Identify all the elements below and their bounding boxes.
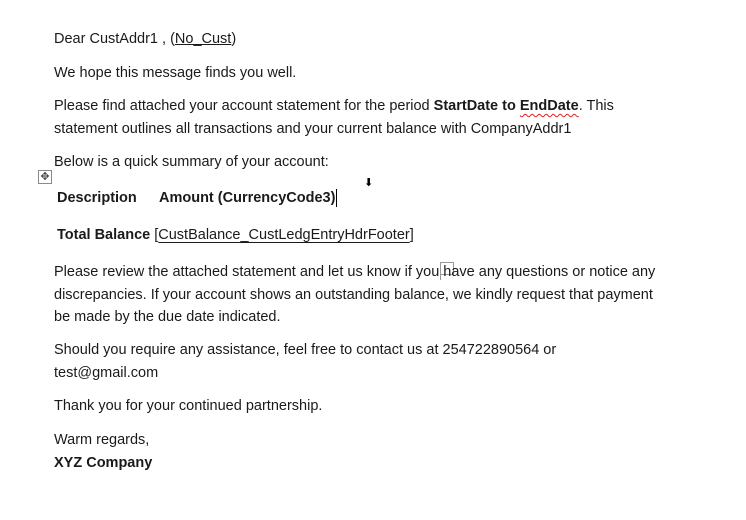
- period-after: . This: [578, 98, 614, 114]
- greeting-dear: Dear: [54, 31, 86, 47]
- paragraph-review-line1: Please review the attached statement and let us know if you have any questions or notice any: [54, 264, 656, 280]
- down-arrow-icon: ⬇: [364, 177, 374, 189]
- greeting-line: [54, 28, 236, 50]
- paragraph-review-line3: be made by the due date indicated.: [54, 309, 281, 325]
- table-header-description: Description: [57, 190, 137, 206]
- table-row-label: Total Balance: [57, 227, 151, 243]
- paragraph-period-line2: statement outlines all transactions and your current balance with CompanyAddr1: [54, 121, 572, 137]
- paragraph-contact-line1: Should you require any assistance, feel free to contact us at 254722890564 or: [54, 342, 557, 358]
- table-move-handle-icon[interactable]: ✥: [38, 170, 52, 184]
- greeting-sep: , (: [157, 31, 175, 47]
- field-cust-balance[interactable]: CustBalance_CustLedgEntryHdrFooter: [158, 227, 410, 243]
- period-text: Please find attached your account statement for the period: [54, 98, 434, 114]
- greeting-close: ): [231, 31, 237, 47]
- period-to: to: [498, 98, 520, 114]
- paragraph-contact-email: test@gmail.com: [54, 365, 159, 381]
- paragraph-review-line2: discrepancies. If your account shows an outstanding balance, we kindly request that payment: [54, 287, 653, 303]
- company-name: XYZ Company: [54, 455, 153, 471]
- table-header-amount: [159, 187, 337, 209]
- closing-text: Warm regards,: [54, 432, 150, 448]
- amount-header-text: Amount (CurrencyCode3): [159, 190, 336, 206]
- field-cust-addr[interactable]: CustAddr1: [89, 31, 158, 47]
- paragraph-summary-intro: Below is a quick summary of your account:: [54, 154, 329, 170]
- row-value-close: ]: [409, 227, 414, 243]
- paragraph-intro: We hope this message finds you well.: [54, 65, 297, 81]
- paragraph-period-line1: [54, 95, 614, 117]
- paragraph-thanks: Thank you for your continued partnership.: [54, 398, 323, 414]
- table-row-total: [57, 224, 414, 246]
- text-cursor: [336, 189, 337, 207]
- field-start-date[interactable]: StartDate: [433, 98, 499, 114]
- field-end-date[interactable]: EndDate: [519, 98, 579, 114]
- row-value-open: [: [154, 227, 159, 243]
- field-no-cust[interactable]: No_Cust: [174, 31, 232, 47]
